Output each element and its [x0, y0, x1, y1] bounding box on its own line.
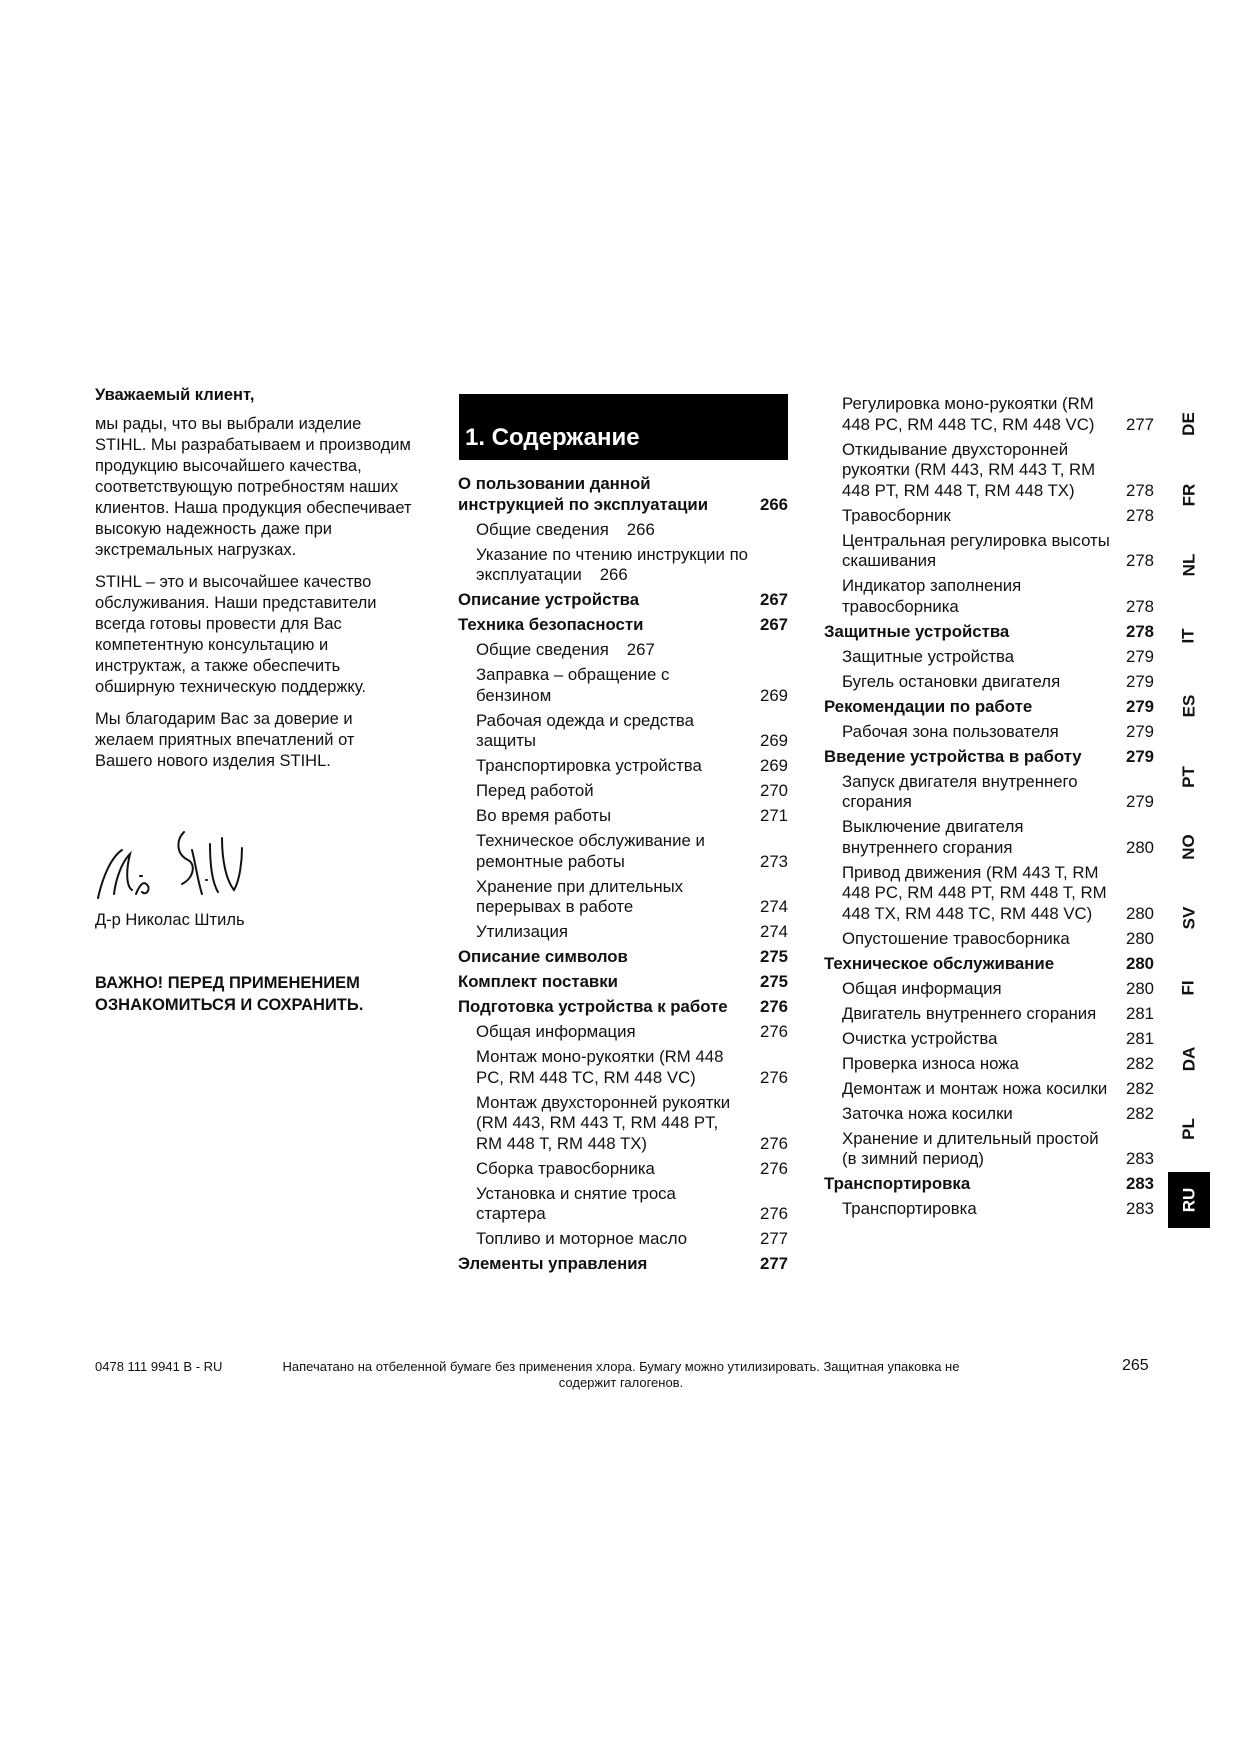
toc-subsection[interactable] — [824, 394, 1154, 435]
toc-subsection[interactable] — [824, 647, 1154, 668]
language-tab-de[interactable] — [1168, 396, 1210, 452]
toc-entry-title: Техническое обслуживание и ремонтные работы — [476, 831, 705, 871]
toc-entry-page: 280 — [1126, 978, 1154, 998]
toc-entry-title: Рабочая одежда и средства защиты — [476, 710, 694, 750]
toc-entry-title: Перед работой — [476, 781, 594, 800]
language-tab-pl[interactable] — [1168, 1101, 1210, 1157]
toc-subsection[interactable] — [458, 665, 788, 706]
language-tab-it[interactable] — [1168, 608, 1210, 664]
toc-entry-page: 276 — [760, 1067, 788, 1087]
signature-image — [92, 820, 262, 910]
toc-subsection[interactable] — [458, 756, 788, 777]
language-tab-label: DE — [1179, 412, 1198, 436]
toc-entry-page: 273 — [760, 851, 788, 871]
toc-section[interactable] — [824, 747, 1154, 768]
language-tab-da[interactable] — [1168, 1031, 1210, 1087]
toc-title: 1. Содержание — [459, 394, 788, 460]
toc-entry-title: Опустошение травосборника — [842, 928, 1070, 948]
language-tab-label: NO — [1179, 834, 1198, 860]
toc-entry-title: Общая информация — [476, 1022, 636, 1041]
toc-entry-title: Защитные устройства — [842, 646, 1015, 666]
page-number: 265 — [1122, 1357, 1149, 1374]
toc-entry-title: Общие сведения — [476, 640, 609, 659]
toc-entry-title: Элементы управления — [458, 1254, 648, 1273]
toc-entry-page: 266 — [626, 519, 655, 539]
toc-entry-page: 279 — [1126, 746, 1154, 766]
toc-entry-page: 278 — [1126, 596, 1154, 616]
toc-entry-title: Выключение двигателя внутреннего сгорания — [842, 817, 1024, 857]
toc-entry-page: 276 — [760, 1022, 788, 1041]
language-tab-label: FR — [1178, 483, 1198, 506]
language-tab-no[interactable] — [1168, 819, 1210, 875]
toc-section[interactable] — [458, 972, 788, 993]
toc-entry-title: Хранение и длительный простой (в зимний период) — [842, 1128, 1099, 1168]
toc-subsection[interactable] — [824, 506, 1154, 527]
toc-entry-title: Регулировка моно-рукоятки (RM 448 PC, RM 448 TC, RM 448 VC) — [842, 394, 1095, 434]
toc-entry-title: Монтаж двухсторонней рукоятки (RM 443, RM 443 T, RM 448 PT, RM 448 T, RM 448 TX) — [476, 1092, 731, 1153]
toc-entry-title: Рекомендации по работе — [824, 696, 1033, 716]
toc-entry-page: 277 — [760, 1254, 788, 1273]
greeting-block — [95, 385, 415, 783]
toc-entry-page: 274 — [760, 897, 788, 916]
toc-subsection[interactable] — [824, 929, 1154, 950]
toc-subsection[interactable] — [458, 1184, 788, 1225]
toc-subsection[interactable] — [458, 781, 788, 802]
toc-entry-title: Во время работы — [476, 806, 612, 825]
toc-entry-page: 283 — [1126, 1174, 1154, 1193]
toc-entry-page: 278 — [1126, 551, 1154, 570]
toc-entry-page: 278 — [1126, 480, 1154, 500]
toc-subsection[interactable] — [458, 806, 788, 827]
toc-subsection[interactable] — [458, 545, 788, 586]
toc-entry-page: 283 — [1126, 1199, 1154, 1218]
language-tab-ru[interactable] — [1168, 1172, 1210, 1228]
toc-entry-title: Проверка износа ножа — [842, 1053, 1019, 1073]
toc-entry-page: 280 — [1126, 903, 1154, 923]
toc-subsection[interactable] — [458, 831, 788, 872]
toc-section[interactable] — [824, 622, 1154, 643]
language-tab-label: SV — [1179, 906, 1198, 929]
toc-entry-title: Техническое обслуживание — [824, 953, 1055, 973]
language-tab-label: RU — [1179, 1187, 1198, 1212]
toc-entry-page: 279 — [1126, 792, 1154, 811]
toc-entry-page: 271 — [760, 806, 788, 825]
toc-entry-page: 269 — [760, 731, 788, 750]
greeting-paragraph: мы рады, что вы выбрали изделие STIHL. Мы разрабатываем и производим продукцию высочайшего качества, соответствующую потребностям наших клиентов. Наша продукция обеспечивает высокую надежность даже при экстремальных нагрузках. — [95, 415, 412, 559]
language-tab-label: PT — [1178, 765, 1198, 788]
toc-entry-page: 279 — [1126, 721, 1154, 741]
language-tab-label: IT — [1178, 627, 1198, 644]
toc-entry-title: Индикатор заполнения травосборника — [842, 576, 1022, 616]
language-tab-label: FI — [1178, 980, 1198, 996]
toc-section[interactable] — [458, 615, 788, 636]
toc-subsection[interactable] — [824, 772, 1154, 813]
toc-subsection[interactable] — [458, 520, 788, 541]
toc-column-middle — [458, 474, 788, 1279]
toc-subsection[interactable] — [824, 1004, 1154, 1025]
toc-entry-page: 279 — [1126, 696, 1154, 716]
toc-entry-page: 280 — [1126, 837, 1154, 857]
toc-subsection[interactable] — [458, 640, 788, 661]
toc-entry-title: Комплект поставки — [458, 972, 618, 991]
toc-entry-page: 267 — [760, 615, 788, 634]
language-tab-label: PL — [1178, 1118, 1198, 1140]
toc-entry-page: 279 — [1126, 646, 1154, 666]
toc-entry-title: Центральная регулировка высоты скашивания — [842, 530, 1110, 570]
toc-entry-title: Запуск двигателя внутреннего сгорания — [842, 771, 1078, 811]
toc-entry-title: Транспортировка устройства — [476, 756, 702, 775]
toc-subsection[interactable] — [824, 440, 1154, 502]
toc-entry-title: Заправка – обращение с бензином — [476, 665, 670, 705]
toc-subsection[interactable] — [824, 1199, 1154, 1220]
toc-entry-title: Привод движения (RM 443 T, RM 448 PC, RM 448 PT, RM 448 T, RM 448 TX, RM 448 TC, RM 448 VC) — [842, 862, 1107, 923]
toc-entry-page: 269 — [760, 756, 788, 775]
greeting-paragraph: STIHL – это и высочайшее качество обслуживания. Наши представители всегда готовы провести для Вас компетентную консультацию и инструктаж, а также обеспечить обширную техническую поддержку. — [95, 573, 377, 696]
toc-entry-title: Монтаж моно-рукоятки (RM 448 PC, RM 448 TC, RM 448 VC) — [476, 1047, 724, 1087]
toc-subsection[interactable] — [458, 1047, 788, 1088]
toc-entry-title: Общие сведения — [476, 519, 609, 539]
document-code: 0478 111 9941 B - RU — [95, 1359, 223, 1374]
language-tab-label: DA — [1179, 1046, 1198, 1071]
toc-entry-page: 279 — [1126, 671, 1154, 691]
toc-entry-title: Демонтаж и монтаж ножа косилки — [842, 1078, 1108, 1098]
toc-entry-page: 282 — [1126, 1078, 1154, 1098]
toc-entry-page: 277 — [1126, 414, 1154, 434]
language-tab-sv[interactable] — [1168, 890, 1210, 946]
toc-entry-title: Откидывание двухсторонней рукоятки (RM 443, RM 443 T, RM 448 PT, RM 448 T, RM 448 TX) — [842, 439, 1096, 500]
toc-subsection[interactable] — [458, 922, 788, 943]
toc-entry-page: 270 — [760, 781, 788, 800]
toc-entry-page: 281 — [1126, 1003, 1154, 1023]
toc-entry-title: Двигатель внутреннего сгорания — [842, 1003, 1097, 1023]
toc-section[interactable] — [458, 474, 788, 515]
toc-entry-title: Транспортировка — [824, 1174, 971, 1193]
toc-subsection[interactable] — [458, 711, 788, 752]
toc-entry-page: 266 — [599, 565, 628, 584]
toc-entry-title: Рабочая зона пользователя — [842, 721, 1059, 741]
greeting-paragraph: Мы благодарим Вас за доверие и желаем приятных впечатлений от Вашего нового изделия STIHL. — [95, 710, 355, 770]
toc-entry-title: Травосборник — [842, 505, 951, 525]
toc-subsection[interactable] — [824, 817, 1154, 858]
toc-entry-title: Установка и снятие троса стартера — [476, 1183, 676, 1223]
language-tab-fi[interactable] — [1168, 960, 1210, 1016]
toc-subsection[interactable] — [824, 863, 1154, 925]
important-notice: ВАЖНО! ПЕРЕД ПРИМЕНЕНИЕМ ОЗНАКОМИТЬСЯ И СОХРАНИТЬ. — [95, 974, 364, 1014]
toc-entry-page: 277 — [760, 1229, 788, 1248]
toc-subsection[interactable] — [458, 877, 788, 918]
toc-entry-title: Защитные устройства — [824, 621, 1010, 641]
toc-section[interactable] — [458, 997, 788, 1018]
toc-entry-title: Указание по чтению инструкции по эксплуатации — [476, 544, 749, 584]
toc-entry-page: 266 — [760, 494, 788, 514]
toc-entry-title: Топливо и моторное масло — [476, 1229, 688, 1248]
toc-entry-title: Утилизация — [476, 922, 568, 941]
toc-section[interactable] — [824, 954, 1154, 975]
toc-entry-title: Сборка травосборника — [476, 1158, 655, 1178]
toc-entry-title: Описание устройства — [458, 590, 640, 609]
toc-subsection[interactable] — [824, 1104, 1154, 1125]
toc-entry-title: Описание символов — [458, 947, 628, 966]
toc-subsection[interactable] — [458, 1229, 788, 1250]
toc-entry-page: 283 — [1126, 1149, 1154, 1168]
toc-entry-page: 281 — [1126, 1028, 1154, 1048]
toc-section[interactable] — [824, 697, 1154, 718]
language-tab-fr[interactable] — [1168, 467, 1210, 523]
toc-section[interactable] — [458, 1254, 788, 1275]
toc-subsection[interactable] — [824, 722, 1154, 743]
toc-subsection[interactable] — [824, 576, 1154, 617]
toc-entry-page: 282 — [1126, 1103, 1154, 1123]
toc-entry-page: 267 — [760, 590, 788, 609]
greeting-salutation: Уважаемый клиент, — [95, 386, 255, 404]
language-tab-nl[interactable] — [1168, 537, 1210, 593]
toc-entry-title: Подготовка устройства к работе — [458, 997, 728, 1016]
toc-entry-page: 278 — [1126, 505, 1154, 525]
toc-entry-page: 267 — [626, 640, 655, 659]
toc-subsection[interactable] — [458, 1093, 788, 1155]
toc-subsection[interactable] — [824, 1129, 1154, 1170]
toc-entry-page: 276 — [760, 1204, 788, 1223]
toc-entry-page: 269 — [760, 685, 788, 705]
toc-subsection[interactable] — [824, 672, 1154, 693]
toc-column-right — [824, 394, 1154, 1224]
print-note: Напечатано на отбеленной бумаге без применения хлора. Бумагу можно утилизировать. Защитная упаковка не содержит галогенов. — [282, 1359, 960, 1390]
language-tab-es[interactable] — [1168, 678, 1210, 734]
toc-entry-page: 276 — [760, 1158, 788, 1178]
toc-entry-page: 278 — [1126, 621, 1154, 641]
language-tab-pt[interactable] — [1168, 749, 1210, 805]
toc-entry-title: Хранение при длительных перерывах в работе — [476, 876, 684, 916]
toc-entry-page: 280 — [1126, 953, 1154, 973]
toc-section[interactable] — [458, 590, 788, 611]
toc-subsection[interactable] — [458, 1022, 788, 1043]
toc-entry-page: 275 — [760, 972, 788, 991]
toc-entry-title: Бугель остановки двигателя — [842, 671, 1061, 691]
language-tab-label: NL — [1178, 553, 1198, 577]
toc-subsection[interactable] — [824, 979, 1154, 1000]
toc-subsection[interactable] — [824, 1079, 1154, 1100]
toc-entry-title: О пользовании данной инструкцией по эксплуатации — [458, 474, 709, 514]
toc-subsection[interactable] — [824, 1029, 1154, 1050]
toc-entry-page: 282 — [1126, 1053, 1154, 1073]
toc-subsection[interactable] — [824, 531, 1154, 572]
toc-entry-page: 276 — [760, 997, 788, 1016]
toc-subsection[interactable] — [458, 1159, 788, 1180]
toc-entry-title: Заточка ножа косилки — [842, 1103, 1013, 1123]
toc-entry-page: 274 — [760, 922, 788, 941]
toc-entry-page: 275 — [760, 947, 788, 966]
toc-subsection[interactable] — [824, 1054, 1154, 1075]
toc-section[interactable] — [458, 947, 788, 968]
toc-section[interactable] — [824, 1174, 1154, 1195]
toc-entry-page: 280 — [1126, 928, 1154, 948]
language-tab-label: ES — [1179, 694, 1198, 718]
toc-entry-title: Очистка устройства — [842, 1028, 998, 1048]
toc-entry-title: Техника безопасности — [458, 615, 644, 634]
toc-entry-title: Введение устройства в работу — [824, 746, 1082, 766]
signer-name: Д-р Николас Штиль — [95, 911, 245, 929]
toc-entry-page: 276 — [760, 1133, 788, 1153]
toc-entry-title: Транспортировка — [842, 1199, 977, 1218]
toc-entry-title: Общая информация — [842, 978, 1002, 998]
